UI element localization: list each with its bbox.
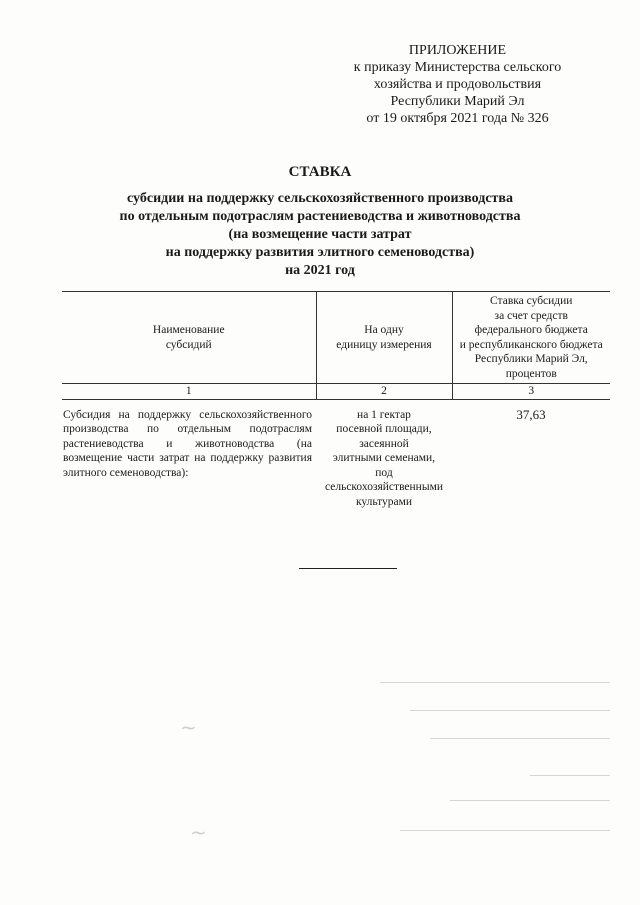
subtitle-line: на поддержку развития элитного семеноводства): [165, 245, 475, 260]
column-number: 1: [62, 384, 316, 400]
appendix-line: от 19 октября 2021 года № 326: [366, 111, 549, 126]
document-subtitle: [60, 190, 580, 280]
header-unit: На одну единицу измерения: [316, 292, 452, 384]
appendix-line: Республики Марий Эл: [390, 94, 525, 109]
bleed-through-approval: [300, 680, 620, 860]
rates-table: [62, 291, 610, 510]
column-number: 2: [316, 384, 452, 400]
unit-cell: на 1 гектар посевной площади, засеянной элитными семенами, под сельскохозяйственными культурами: [324, 408, 443, 508]
subtitle-line: на 2021 год: [285, 263, 355, 278]
header-rate: Ставка субсидии за счет средств федерального бюджета и республиканского бюджета Республики Марий Эл, процентов: [452, 292, 610, 384]
column-number: 3: [452, 384, 610, 400]
table-row: [62, 399, 610, 510]
signature-mark: ~: [180, 715, 197, 739]
subtitle-line: (на возмещение части затрат: [228, 227, 412, 242]
document-title: СТАВКА: [288, 164, 352, 180]
signature-mark: ~: [190, 820, 207, 844]
subtitle-line: субсидии на поддержку сельскохозяйственного производства: [127, 191, 513, 206]
subsidy-name-cell: Субсидия на поддержку сельскохозяйственного производства по отдельным подотраслям растениеводства и животноводства (на возмещение части затрат на поддержку развития элитного семеноводства):: [63, 408, 312, 479]
header-subsidy-name: Наименование субсидий: [62, 292, 316, 384]
subtitle-line: по отдельным подотраслям растениеводства и животноводства: [119, 209, 521, 224]
end-divider: [299, 568, 397, 569]
appendix-block: [325, 42, 590, 127]
column-number-row: [62, 384, 610, 400]
appendix-line: хозяйства и продовольствия: [373, 77, 542, 92]
appendix-line: ПРИЛОЖЕНИЕ: [408, 43, 507, 58]
appendix-line: к приказу Министерства сельского: [353, 60, 562, 75]
rate-value-cell: 37,63: [516, 406, 546, 422]
table-header-row: [62, 292, 610, 384]
